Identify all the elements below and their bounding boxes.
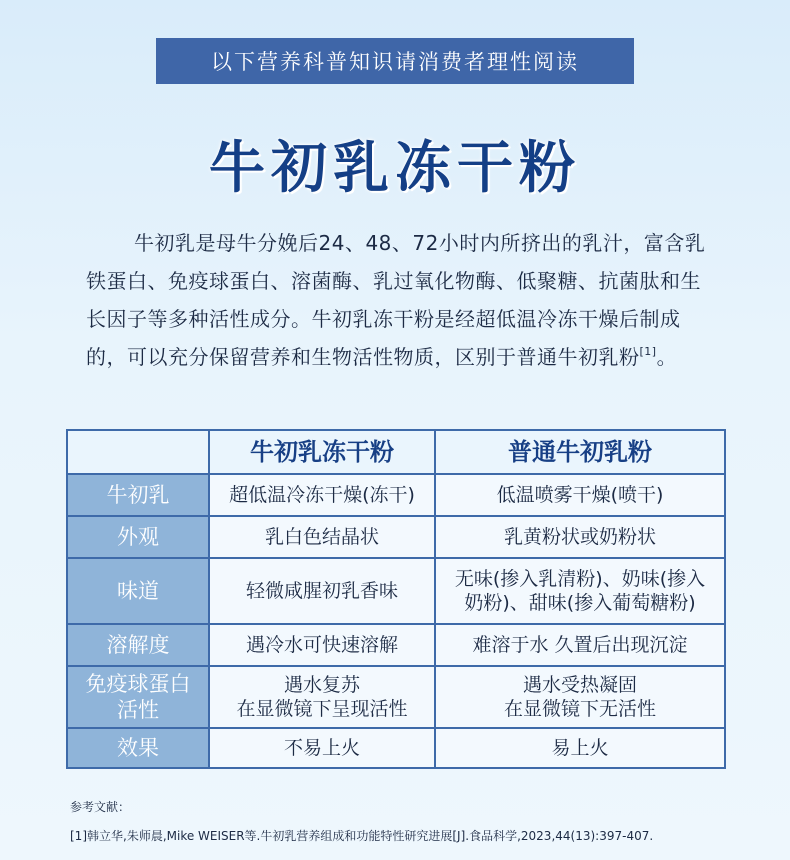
row-label: 溶解度 — [67, 624, 209, 666]
table-corner-cell — [67, 430, 209, 474]
row-label — [67, 666, 209, 728]
freeze-dried-cell: 遇冷水可快速溶解 — [209, 624, 435, 666]
row-label: 效果 — [67, 728, 209, 768]
cell-line: 在显微镜下呈现活性 — [236, 698, 408, 720]
freeze-dried-cell: 乳白色结晶状 — [209, 516, 435, 558]
row-label: 外观 — [67, 516, 209, 558]
disclaimer-banner: 以下营养科普知识请消费者理性阅读 — [156, 38, 634, 84]
table-row — [67, 474, 725, 516]
row-label-line: 活性 — [117, 698, 159, 722]
cell-line: 奶粉)、甜味(掺入葡萄糖粉) — [464, 592, 696, 614]
row-label-line: 免疫球蛋白 — [85, 672, 191, 696]
column-header-ordinary: 普通牛初乳粉 — [435, 430, 725, 474]
intro-paragraph — [86, 224, 708, 376]
table-row — [67, 666, 725, 728]
ordinary-cell: 低温喷雾干燥(喷干) — [435, 474, 725, 516]
ordinary-cell: 易上火 — [435, 728, 725, 768]
freeze-dried-cell: 不易上火 — [209, 728, 435, 768]
cell-line: 遇水受热凝固 — [522, 674, 637, 696]
references-title: 参考文献： — [70, 800, 131, 814]
table-row — [67, 624, 725, 666]
freeze-dried-cell — [209, 666, 435, 728]
ordinary-cell: 乳黄粉状或奶粉状 — [435, 516, 725, 558]
row-label: 味道 — [67, 558, 209, 624]
ordinary-cell — [435, 558, 725, 624]
table-row — [67, 728, 725, 768]
page-title: 牛初乳冻干粉 — [209, 136, 581, 201]
cell-line: 在显微镜下无活性 — [503, 698, 656, 720]
cell-line: 遇水复苏 — [283, 674, 360, 696]
freeze-dried-cell: 轻微咸腥初乳香味 — [209, 558, 435, 624]
ordinary-cell — [435, 666, 725, 728]
intro-text: 牛初乳是母牛分娩后24、48、72小时内所挤出的乳汁，富含乳铁蛋白、免疫球蛋白、溶菌酶、乳过氧化物酶、低聚糖、抗菌肽和生长因子等多种活性成分。牛初乳冻干粉是经超低温冷冻干燥后制成的，可以充分保留营养和生物活性物质，区别于普通牛初乳粉 — [86, 231, 706, 369]
reference-item: [1]韩立华,朱师晨,Mike WEISER等.牛初乳营养组成和功能特性研究进展[J].食品科学,2023,44(13):397-407. — [70, 829, 654, 843]
intro-end: 。 — [656, 345, 678, 369]
table-row — [67, 516, 725, 558]
comparison-table — [66, 429, 726, 769]
table-header-row — [67, 430, 725, 474]
row-label: 牛初乳 — [67, 474, 209, 516]
ordinary-cell: 难溶于水 久置后出现沉淀 — [435, 624, 725, 666]
cell-line: 无味(掺入乳清粉)、奶味(掺入 — [454, 568, 706, 590]
references — [70, 798, 770, 844]
table-row — [67, 558, 725, 624]
column-header-freeze-dried: 牛初乳冻干粉 — [209, 430, 435, 474]
citation-marker: [1] — [639, 345, 657, 358]
freeze-dried-cell: 超低温冷冻干燥(冻干) — [209, 474, 435, 516]
